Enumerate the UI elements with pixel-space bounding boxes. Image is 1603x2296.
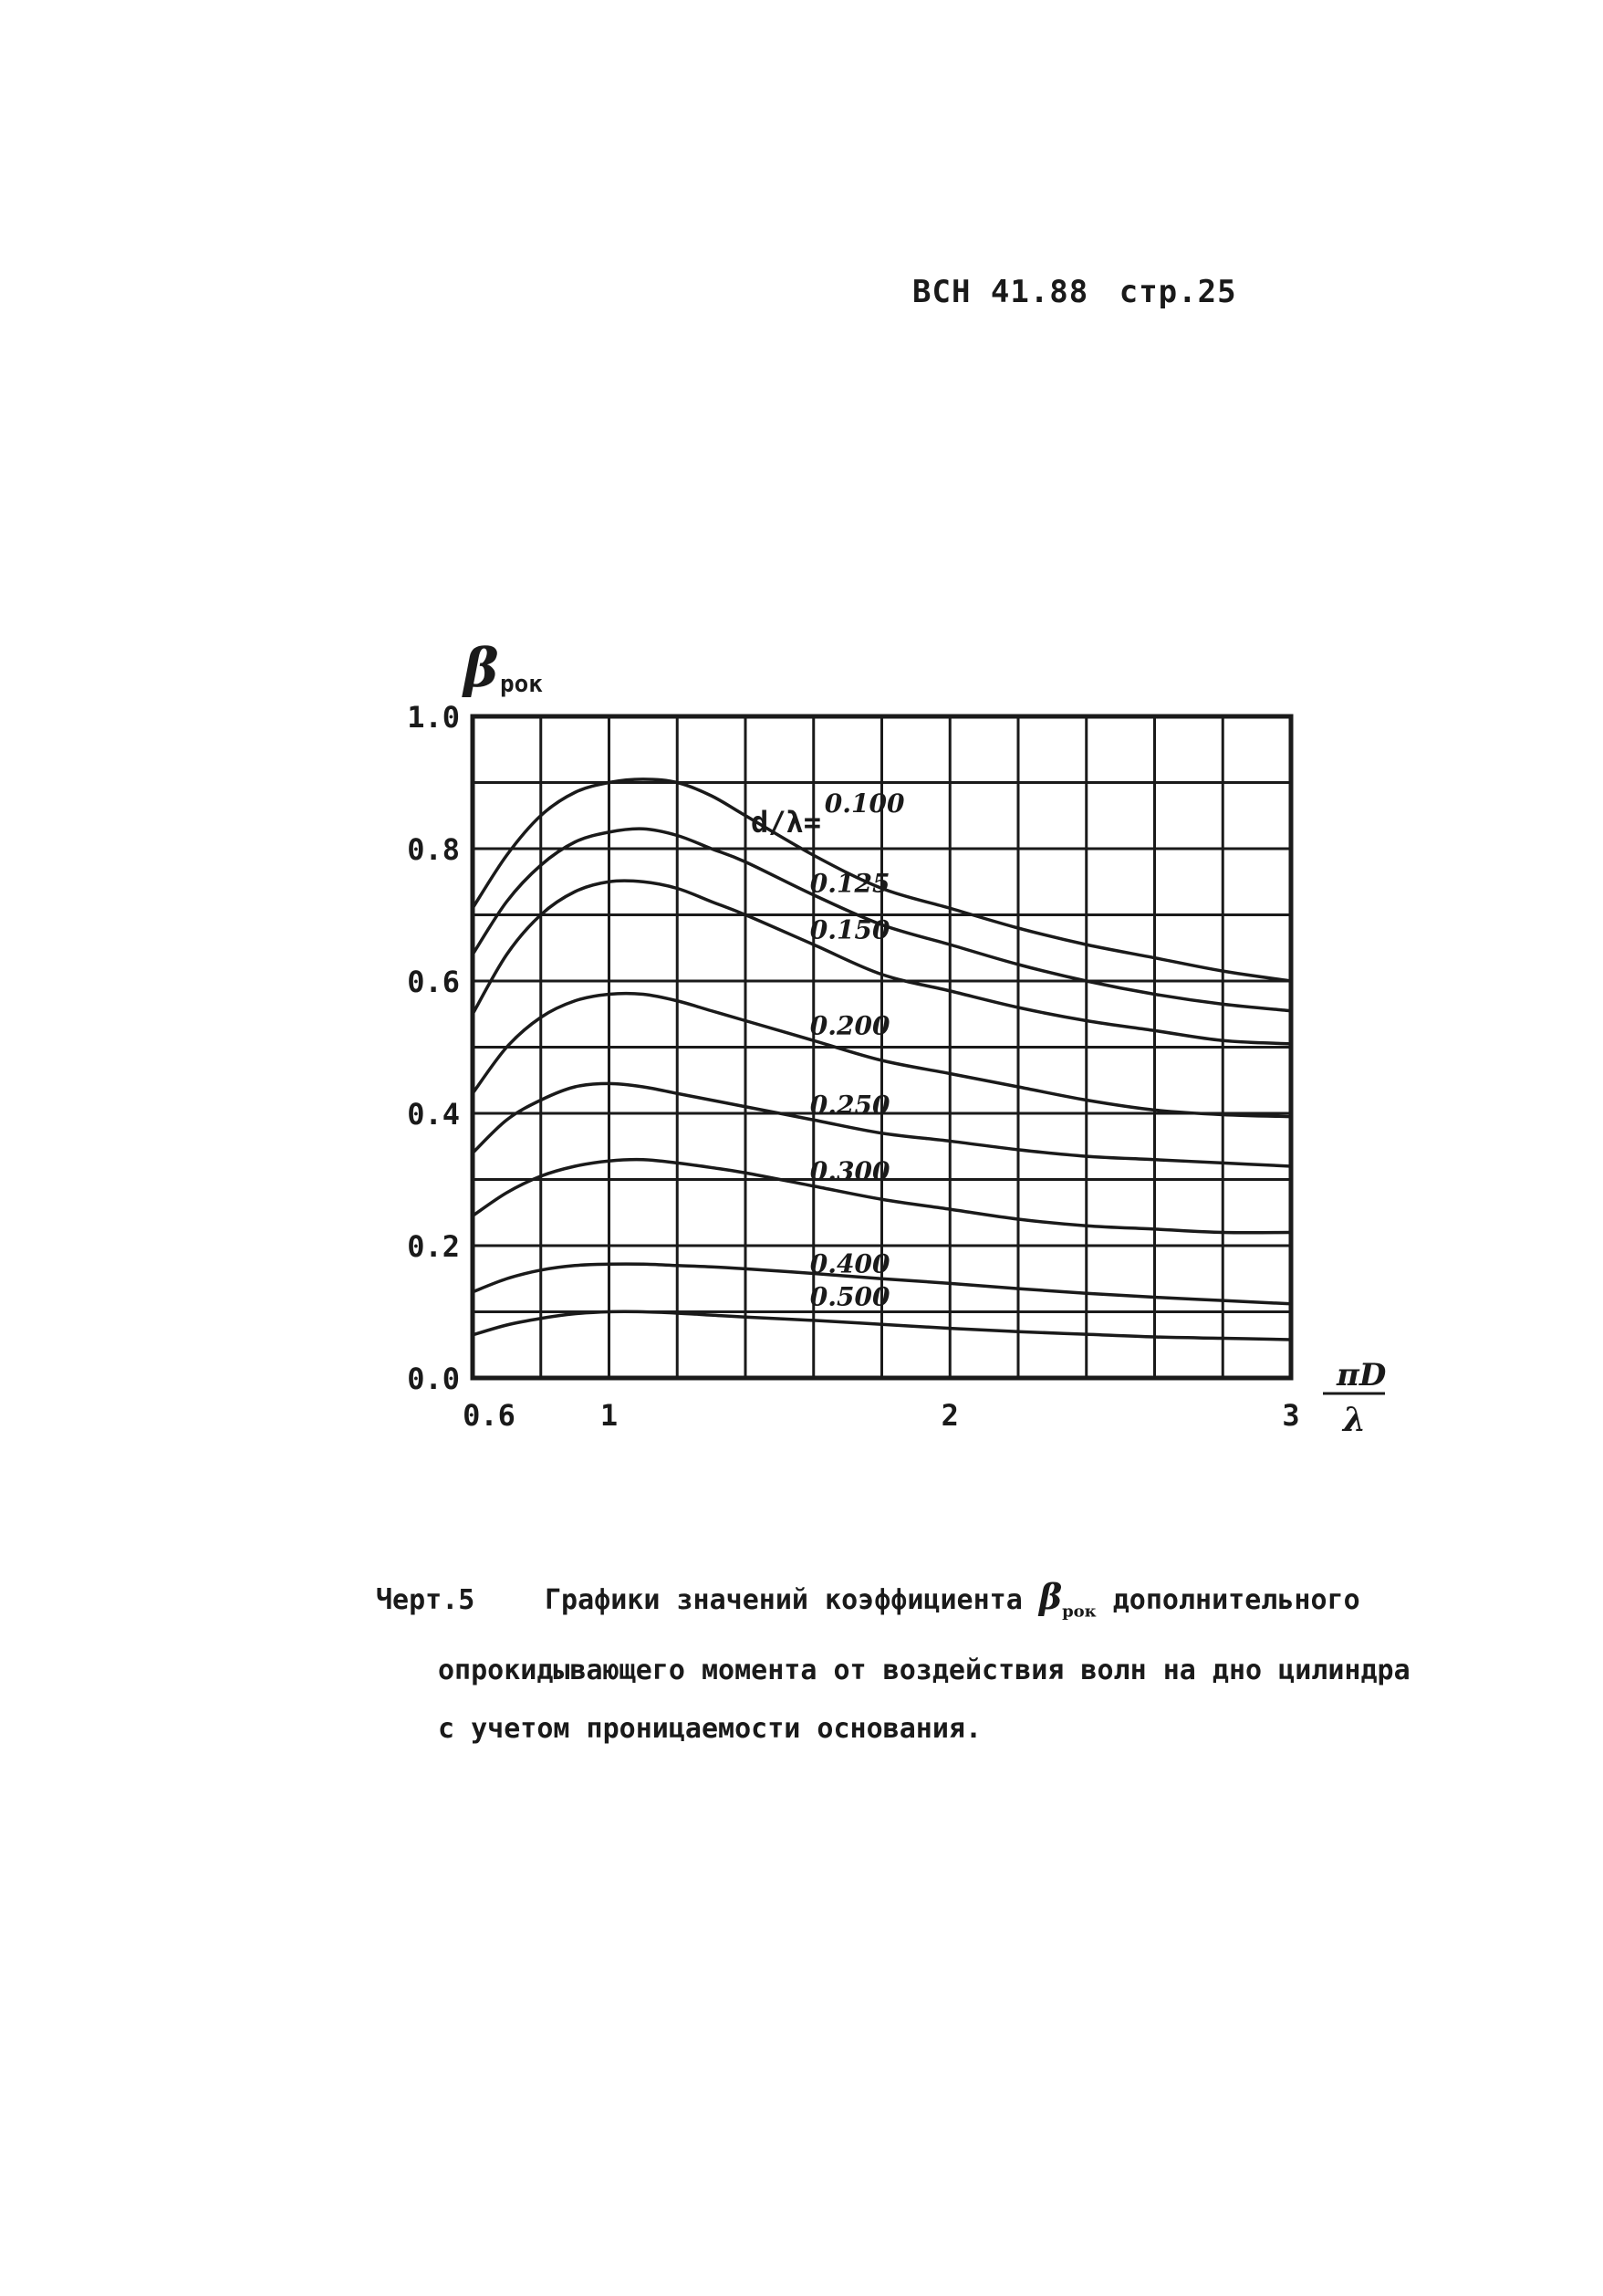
y-axis-label-symbol: β	[463, 637, 499, 699]
y-tick-label: 0.6	[407, 965, 460, 999]
caption-text-3: с учетом проницаемости основания.	[438, 1712, 983, 1745]
series-label-0-250: 0.250	[809, 1090, 890, 1121]
series-label-0-100: 0.100	[824, 788, 905, 819]
x-tick-label: 0.6	[463, 1398, 515, 1433]
x-axis-label-numerator: πD	[1337, 1357, 1387, 1393]
series-labels	[810, 788, 905, 1312]
y-tick-label: 0.8	[407, 832, 460, 867]
figure-caption	[376, 1568, 1507, 1759]
caption-number: Черт.5	[376, 1584, 475, 1616]
x-tick-label: 2	[941, 1398, 959, 1433]
x-axis-label-denominator: λ	[1343, 1401, 1367, 1439]
series-label-0-150: 0.150	[809, 914, 890, 945]
doc-code: ВСН 41.88	[912, 274, 1089, 310]
caption-text-2: опрокидывающего момента от воздействия волн на дно цилиндра	[438, 1654, 1410, 1686]
y-tick-label: 0.0	[407, 1362, 460, 1396]
caption-beta-symbol: $\beta_{рок}$	[1038, 1576, 1097, 1622]
series-label-0-500: 0.500	[809, 1281, 890, 1312]
series-label-0-200: 0.200	[809, 1010, 890, 1041]
page-number: стр.25	[1119, 274, 1237, 310]
y-tick-label: 0.4	[407, 1097, 460, 1132]
y-axis-label-sub: рок	[500, 671, 543, 698]
series-label-0-300: 0.300	[809, 1155, 890, 1186]
series-label-0-125: 0.125	[809, 868, 890, 899]
series-label-0-400: 0.400	[809, 1248, 890, 1279]
caption-text-1a: Графики значений коэффициента	[545, 1584, 1023, 1616]
y-tick-label: 1.0	[407, 700, 460, 735]
series-label-prefix: d/λ=	[751, 805, 822, 840]
y-tick-label: 0.2	[407, 1229, 460, 1264]
x-tick-label: 3	[1282, 1398, 1300, 1433]
caption-text-1b: дополнительного	[1112, 1584, 1360, 1616]
x-tick-label: 1	[599, 1398, 619, 1433]
